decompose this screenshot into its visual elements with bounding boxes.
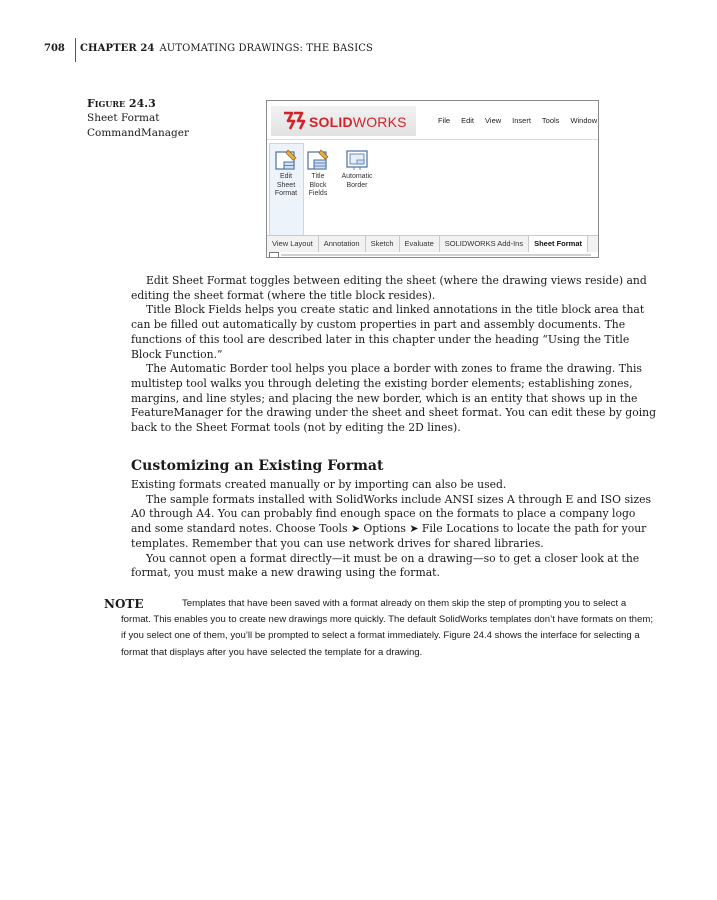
section-body — [131, 478, 657, 581]
section-heading: Customizing an Existing Format — [131, 458, 384, 474]
figure-caption-line2: CommandManager — [87, 127, 190, 139]
title-block-fields-line2: Block — [309, 181, 327, 189]
sheet-tab-scroll-button[interactable] — [269, 252, 279, 258]
edit-sheet-format-line1: Edit — [279, 173, 293, 180]
tab-solidworks-add-ins[interactable]: SOLIDWORKS Add-Ins — [440, 236, 529, 252]
edit-sheet-format-line3: Format — [274, 190, 298, 197]
title-block-fields-line3: Fields — [308, 190, 328, 197]
tab-evaluate[interactable]: Evaluate — [400, 236, 440, 252]
title-block-fields-icon — [306, 149, 330, 171]
paragraph: Title Block Fields helps you create static and linked annotations in the title block area that can be filled out automatically by custom properties in part and assembly documents. The functions of this tool are described later in this chapter under the heading “Using the Title Block Function.” — [131, 303, 645, 361]
menu-insert[interactable]: Insert — [512, 116, 531, 125]
automatic-border-icon — [345, 149, 369, 171]
edit-sheet-format-button[interactable] — [269, 149, 303, 199]
horizontal-scrollbar[interactable] — [281, 254, 591, 256]
automatic-border-line1: Automatic — [341, 173, 373, 180]
title-block-fields-button[interactable] — [301, 149, 335, 199]
chapter-title: AUTOMATING DRAWINGS: THE BASICS — [159, 43, 374, 54]
paragraph: Edit Sheet Format toggles between editing the sheet (where the drawing views reside) and editing the sheet format (where the title block resides). — [131, 274, 647, 302]
chapter-label: CHAPTER 24 — [80, 43, 155, 54]
paragraph: Existing formats created manually or by importing can also be used. — [131, 478, 507, 491]
menu-file[interactable]: File — [438, 116, 451, 125]
figure-label: Figure 24.3 — [87, 97, 156, 110]
tab-view-layout[interactable]: View Layout — [267, 236, 319, 252]
note-text: Templates that have been saved with a format already on them skip the step of prompting you to select a format. This enables you to create new drawings more quickly. The default SolidWorks templates don’t have formats on them; if you select one of them, you’ll be prompted to select a format immediately. Figure 24.4 shows the interface for selecting a format that displays after you have selected the template for a drawing. — [121, 598, 654, 658]
title-block-fields-line1: Title — [311, 173, 325, 180]
menu-edit[interactable]: Edit — [461, 116, 475, 125]
automatic-border-line2: Border — [346, 181, 368, 189]
tab-sheet-format[interactable]: Sheet Format — [529, 236, 588, 252]
paragraph: You cannot open a format directly—it must be on a drawing—so to get a closer look at the format, you must make a new drawing using the format. — [131, 551, 640, 580]
edit-sheet-format-line2: Sheet — [276, 181, 296, 189]
commandmanager-screenshot — [266, 100, 599, 258]
body-text — [131, 274, 657, 436]
figure-caption-line1: Sheet Format — [87, 112, 160, 124]
edit-sheet-format-icon — [274, 149, 298, 171]
menu-tools[interactable]: Tools — [541, 116, 560, 125]
tab-annotation[interactable]: Annotation — [319, 236, 366, 252]
brand-bold: SOLID — [309, 114, 353, 130]
tab-sketch[interactable]: Sketch — [366, 236, 400, 252]
solidworks-logo-icon — [280, 109, 306, 133]
running-header — [80, 43, 373, 54]
brand-light: WORKS — [352, 114, 407, 130]
menu-window[interactable]: Window — [570, 116, 598, 125]
menu-bar — [438, 116, 597, 125]
automatic-border-button[interactable] — [337, 149, 377, 190]
note-first-line-wrap — [104, 596, 657, 661]
page-number: 708 — [44, 43, 65, 54]
paragraph: The Automatic Border tool helps you place a border with zones to frame the drawing. This multistep tool walks you through deleting the existing border elements; establishing zones, margins, and line styles; and placing the new border, which is an entity that shows up in the FeatureManager for the drawing under the sheet and sheet format. You can edit these by going back to the Sheet Format tools (not by editing the 2D lines). — [131, 362, 657, 435]
figure-caption — [87, 96, 189, 141]
paragraph: The sample formats installed with SolidWorks include ANSI sizes A through E and ISO sizes A0 through A4. You can probably find enough space on the formats to place a company logo and some standard notes. Choose Tools ➤ Options ➤ File Locations to locate the path for your templates. Remember that you can use network drives for shared libraries. — [131, 492, 652, 550]
menu-view[interactable]: View — [485, 116, 502, 125]
header-divider — [75, 38, 76, 62]
command-tabs — [267, 235, 598, 252]
brand-wordmark — [309, 114, 407, 130]
brand-bar — [271, 106, 416, 136]
note-box — [104, 596, 657, 661]
note-label: NOTE — [104, 597, 144, 611]
